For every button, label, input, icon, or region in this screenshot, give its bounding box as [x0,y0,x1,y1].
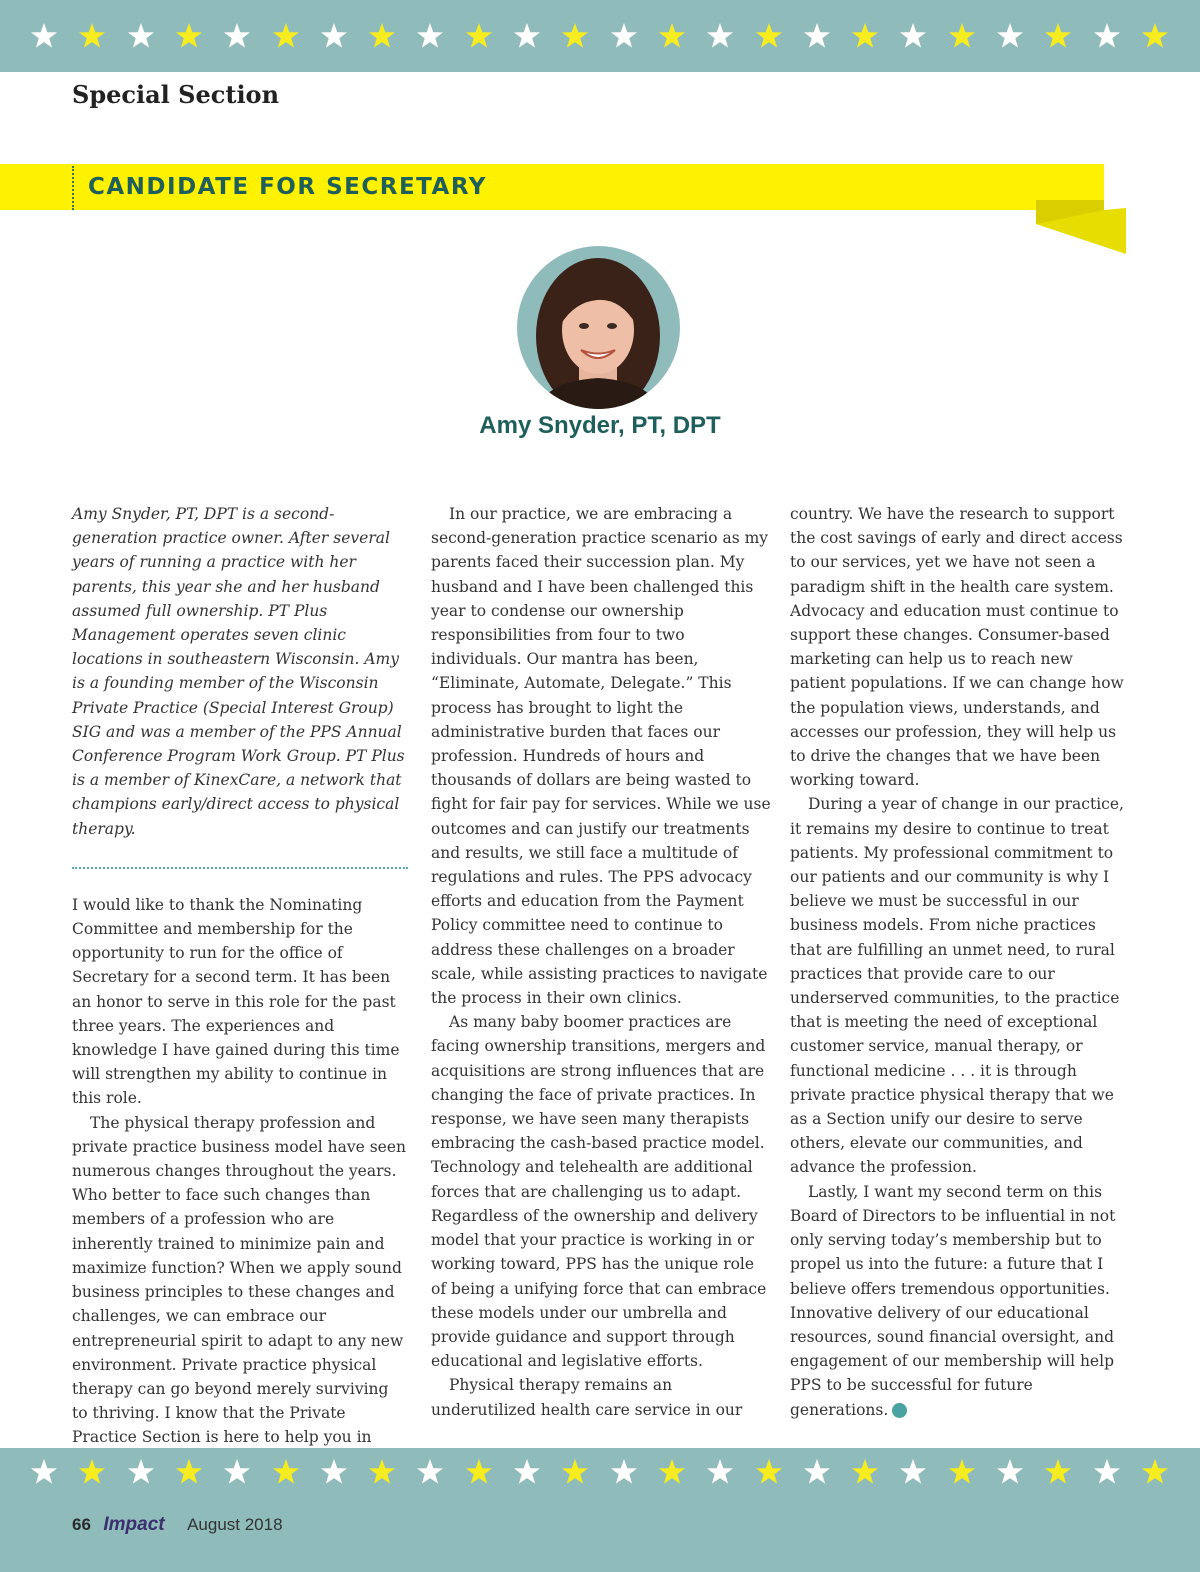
yellow-star-icon [948,22,976,50]
yellow-star-icon [78,22,106,50]
column-1 [72,502,408,1498]
yellow-star-icon [755,22,783,50]
yellow-star-icon [368,1458,396,1486]
white-star-icon [803,1458,831,1486]
body-paragraph: The physical therapy profession and private practice business model have seen numerous changes throughout the years. Who better to face such changes than members of a profession who are inherently trained to minimize pain and maximize function? When we apply sound business principles to these changes and challenges, we can embrace our entrepreneurial spirit to adapt to any new environment. Private practice physical therapy can go beyond merely surviving to thriving. I know that the Private Practice Section is here to help you in [72,1113,407,1447]
yellow-star-icon [851,1458,879,1486]
yellow-star-icon [561,22,589,50]
candidate-name: Amy Snyder, PT, DPT [479,412,721,439]
white-star-icon [610,1458,638,1486]
body-paragraph: Physical therapy remains an underutilized health care service in our [431,1376,743,1419]
magazine-name: Impact [103,1514,165,1535]
white-star-icon [30,22,58,50]
column-3 [790,502,1130,1422]
white-star-icon [127,22,155,50]
body-paragraph: During a year of change in our practice, it remains my desire to continue to treat patients. My professional commitment to our patients and our community is why I believe we must be successful in our business models. From niche practices that are fulfilling an unmet need, to rural practices that provide care to our underserved communities, to the practice that is meeting the need of exceptional customer service, manual therapy, or functional medicine . . . it is through private practice physical therapy that we as a Section unify our desire to serve others, elevate our communities, and advance the profession. [790,795,1124,1177]
white-star-icon [416,22,444,50]
candidate-bio: Amy Snyder, PT, DPT is a second-generation practice owner. After several years of running a practice with her parents, this year she and her husband assumed full ownership. PT Plus Management operates seven clinic locations in southeastern Wisconsin. Amy is a founding member of the Wisconsin Private Practice (Special Interest Group) SIG and was a member of the PPS Annual Conference Program Work Group. PT Plus is a member of KinexCare, a network that champions early/direct access to physical therapy. [72,505,405,838]
white-star-icon [706,22,734,50]
white-star-icon [706,1458,734,1486]
white-star-icon [223,22,251,50]
white-star-icon [996,22,1024,50]
yellow-star-icon [1141,22,1169,50]
issue-date: August 2018 [187,1515,283,1534]
body-paragraph [790,1180,1130,1422]
white-star-icon [416,1458,444,1486]
yellow-star-icon [948,1458,976,1486]
yellow-star-icon [851,22,879,50]
banner-fold-ribbon [1036,200,1126,254]
yellow-star-icon [755,1458,783,1486]
white-star-icon [1093,22,1121,50]
white-star-icon [320,1458,348,1486]
body-paragraph: In our practice, we are embracing a second-generation practice scenario as my parents faced their succession plan. My husband and I have been challenged this year to condense our ownership responsibilities from four to two individuals. Our mantra has been, “Eliminate, Automate, Delegate.” This process has brought to light the administrative burden that faces our profession. Hundreds of hours and thousands of dollars are being wasted to fight for fair pay for services. While we use outcomes and can justify our treatments and results, we still face a multitude of regulations and rules. The PPS advocacy efforts and education from the Payment Policy committee need to continue to address these challenges on a broader scale, while assisting practices to navigate the process in their own clinics. [431,505,771,1008]
top-star-band [0,0,1200,72]
page-footer [72,1514,283,1536]
end-of-article-star-icon: ★ [892,1403,907,1418]
white-star-icon [996,1458,1024,1486]
yellow-star-icon [561,1458,589,1486]
body-paragraph: I would like to thank the Nominating Committee and membership for the opportunity to run for the office of Secretary for a second term. It has been an honor to serve in this role for the past three years. The experiences and knowledge I have gained during this time will strengthen my ability to continue in this role. [72,895,400,1108]
bottom-star-band [0,1448,1200,1572]
yellow-star-icon [465,22,493,50]
yellow-star-icon [175,1458,203,1486]
white-star-icon [30,1458,58,1486]
white-star-icon [610,22,638,50]
white-star-icon [513,22,541,50]
bottom-star-row [0,1458,1200,1498]
white-star-icon [223,1458,251,1486]
body-paragraph: As many baby boomer practices are facing ownership transitions, mergers and acquisitions are strong influences that are changing the face of private practices. In response, we have seen many therapists embracing the cash-based practice model. Technology and telehealth are additional forces that are challenging us to adapt. Regardless of the ownership and delivery model that your practice is working in or working toward, PPS has the unique role of being a unifying force that can embrace these models under our umbrella and provide guidance and support through educational and legislative efforts. [431,1013,767,1371]
white-star-icon [899,22,927,50]
yellow-star-icon [1044,22,1072,50]
yellow-star-icon [1141,1458,1169,1486]
white-star-icon [320,22,348,50]
white-star-icon [899,1458,927,1486]
yellow-star-icon [175,22,203,50]
page-number: 66 [72,1515,91,1534]
bio-divider [72,867,408,869]
yellow-star-icon [465,1458,493,1486]
body-paragraph: country. We have the research to support the cost savings of early and direct access to our services, yet we have not seen a paradigm shift in the health care system. Advocacy and education must continue to support these changes. Consumer-based marketing can help us to reach new patient populations. If we can change how the population views, understands, and accesses our profession, they will help us to drive the changes that we have been working toward. [790,505,1124,790]
top-star-row [0,22,1200,62]
yellow-star-icon [1044,1458,1072,1486]
closing-text: Lastly, I want my second term on this Board of Directors to be influential in not only serving today’s membership but to propel us into the future: a future that I believe offers tremendous opportunities. Innovative delivery of our educational resources, sound financial oversight, and engagement of our membership will help PPS to be successful for future generations. [790,1182,1116,1419]
banner-dotted-rule [72,166,74,210]
yellow-star-icon [78,1458,106,1486]
yellow-star-icon [368,22,396,50]
candidate-photo [517,246,680,409]
yellow-star-icon [272,22,300,50]
yellow-star-icon [658,22,686,50]
white-star-icon [513,1458,541,1486]
yellow-star-icon [658,1458,686,1486]
white-star-icon [127,1458,155,1486]
section-label: Special Section [72,80,280,109]
column-2 [431,502,771,1422]
white-star-icon [1093,1458,1121,1486]
white-star-icon [803,22,831,50]
yellow-star-icon [272,1458,300,1486]
banner-title: CANDIDATE FOR SECRETARY [88,174,487,200]
